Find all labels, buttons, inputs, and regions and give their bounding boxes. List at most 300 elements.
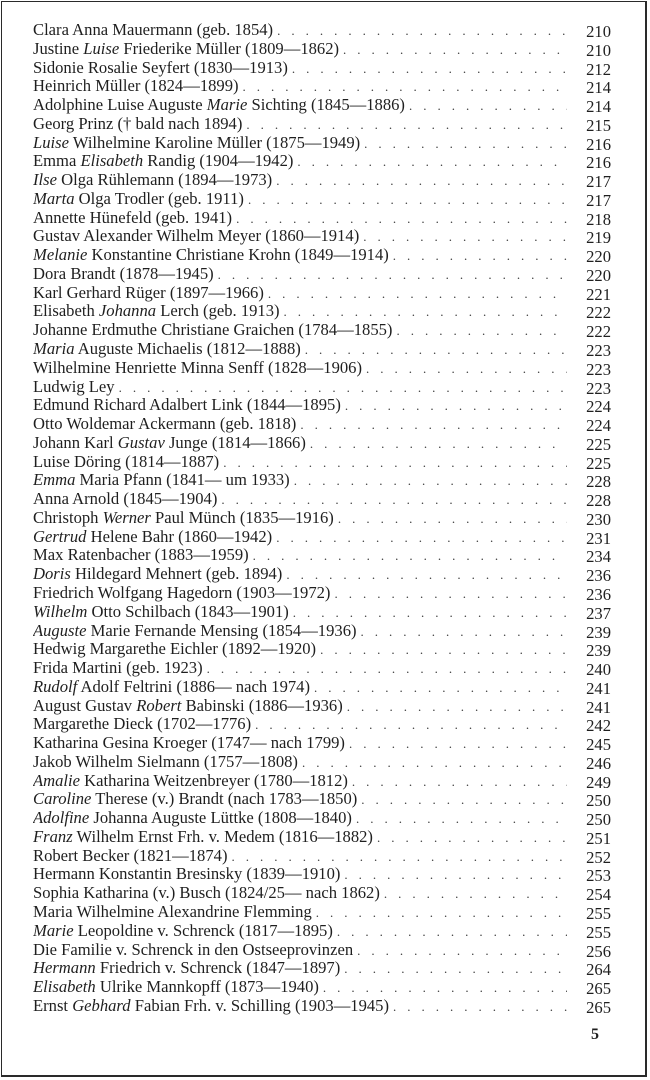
dot-leader bbox=[223, 454, 567, 472]
toc-entry-line bbox=[33, 209, 567, 228]
toc-entry-title bbox=[33, 546, 253, 565]
toc-entry-title-text: Johann Karl bbox=[33, 433, 118, 452]
toc-entry-title-italic: Luise bbox=[33, 133, 69, 152]
toc-entry-title-italic: Doris bbox=[33, 565, 71, 584]
toc-entry-title-text: Robert Becker (1821—1874) bbox=[33, 846, 228, 865]
toc-entry-title-italic: Caroline bbox=[33, 790, 92, 809]
toc-entry-page-number: 236 bbox=[586, 566, 611, 586]
toc-entry-page-number: 216 bbox=[586, 134, 611, 154]
toc-entry bbox=[33, 772, 611, 791]
toc-entry-title-italic: Maria bbox=[33, 340, 75, 359]
toc-entry bbox=[33, 565, 611, 584]
toc-entry-page-number: 214 bbox=[586, 97, 611, 117]
toc-entry bbox=[33, 134, 611, 153]
toc-entry-title bbox=[33, 321, 396, 340]
dot-leader bbox=[286, 566, 567, 584]
toc-entry bbox=[33, 359, 611, 378]
dot-leader bbox=[276, 172, 567, 190]
toc-entry-title-text: Justine bbox=[33, 39, 84, 58]
toc-entry-page-number: 228 bbox=[586, 491, 611, 511]
toc-entry-title-italic: Johanna bbox=[98, 302, 157, 321]
toc-entry-line bbox=[33, 152, 567, 171]
toc-entry-title-text: Otto Woldemar Ackermann (geb. 1818) bbox=[33, 415, 297, 434]
toc-entry-title bbox=[33, 959, 344, 978]
toc-entry-title-text: Ludwig Ley bbox=[33, 377, 115, 396]
toc-entry bbox=[33, 40, 611, 59]
dot-leader bbox=[356, 810, 567, 828]
toc-entry-page-number: 225 bbox=[586, 453, 611, 473]
dot-leader bbox=[236, 210, 567, 228]
toc-entry-line bbox=[33, 171, 567, 190]
toc-entry-line bbox=[33, 790, 567, 809]
toc-entry-line bbox=[33, 284, 567, 303]
toc-entry-page-number: 220 bbox=[586, 265, 611, 285]
toc-entry-page-number: 236 bbox=[586, 584, 611, 604]
toc-entry-title-italic: Ilse bbox=[33, 171, 57, 190]
toc-entry-title-text: Frida Martini (geb. 1923) bbox=[33, 659, 203, 678]
toc-entry-title bbox=[33, 246, 393, 265]
toc-entry-title bbox=[33, 640, 320, 659]
toc-entry-page-number: 228 bbox=[586, 472, 611, 492]
toc-entry-title-text: Babinski (1886—1936) bbox=[181, 696, 343, 715]
dot-leader bbox=[221, 491, 567, 509]
toc-entry-title bbox=[33, 697, 347, 716]
toc-entry-page-number: 255 bbox=[586, 922, 611, 942]
toc-entry-title-text: Wilhelm Ernst Frh. v. Medem (1816—1882) bbox=[72, 827, 373, 846]
toc-entry-page-number: 264 bbox=[586, 960, 611, 980]
toc-entry-title-text: Lerch (geb. 1913) bbox=[156, 302, 280, 321]
toc-entry bbox=[33, 378, 611, 397]
toc-entry-title bbox=[33, 809, 356, 828]
toc-entry-page-number: 217 bbox=[586, 190, 611, 210]
toc-entry-line bbox=[33, 321, 567, 340]
toc-entry-title-text: Jakob Wilhelm Sielmann (1757—1808) bbox=[33, 752, 298, 771]
toc-entry-page-number: 255 bbox=[586, 903, 611, 923]
toc-entry-title-text: Sidonie Rosalie Seyfert (1830—1913) bbox=[33, 58, 288, 77]
toc-entry-title-text: Dora Brandt (1878—1945) bbox=[33, 264, 214, 283]
toc-entry-title bbox=[33, 21, 277, 40]
dot-leader bbox=[243, 78, 567, 96]
toc-entry-title-text: Friedrich v. Schrenck (1847—1897) bbox=[95, 959, 341, 978]
toc-entry-title-text: Otto Schilbach (1843—1901) bbox=[87, 602, 289, 621]
toc-entry-page-number: 222 bbox=[586, 322, 611, 342]
toc-entry-line bbox=[33, 978, 567, 997]
toc-entry-title bbox=[33, 884, 384, 903]
dot-leader bbox=[345, 397, 567, 415]
toc-entry-title-text: Christoph bbox=[33, 508, 103, 527]
toc-entry bbox=[33, 809, 611, 828]
toc-entry-line bbox=[33, 847, 567, 866]
toc-entry-title bbox=[33, 584, 334, 603]
toc-entry-line bbox=[33, 753, 567, 772]
toc-entry bbox=[33, 697, 611, 716]
toc-entry-page-number: 219 bbox=[586, 228, 611, 248]
toc-entry-page-number: 252 bbox=[586, 847, 611, 867]
toc-entry-title bbox=[33, 171, 276, 190]
toc-entry-title bbox=[33, 471, 294, 490]
toc-entry-page-number: 212 bbox=[586, 59, 611, 79]
toc-entry-title bbox=[33, 922, 337, 941]
toc-entry-page-number: 265 bbox=[586, 997, 611, 1017]
toc-entry-line bbox=[33, 396, 567, 415]
toc-entry-title-italic: Franz bbox=[33, 827, 73, 846]
dot-leader bbox=[310, 435, 567, 453]
toc-entry-title-text: Annette Hünefeld (geb. 1941) bbox=[33, 208, 233, 227]
toc-entry-title-text: Helene Bahr (1860—1942) bbox=[86, 527, 273, 546]
toc-entry-title-text: Emma bbox=[33, 152, 81, 171]
toc-entry-line bbox=[33, 922, 567, 941]
dot-leader bbox=[305, 341, 567, 359]
toc-entry-page-number: 223 bbox=[586, 378, 611, 398]
toc-entry-line bbox=[33, 734, 567, 753]
toc-entry-title-text: Marie Fernande Mensing (1854—1936) bbox=[86, 621, 357, 640]
dot-leader bbox=[119, 379, 567, 397]
dot-leader bbox=[361, 791, 567, 809]
dot-leader bbox=[207, 660, 567, 678]
toc-entry-page-number: 239 bbox=[586, 622, 611, 642]
toc-entry-line bbox=[33, 415, 567, 434]
toc-entry-title-text: Edmund Richard Adalbert Link (1844—1895) bbox=[33, 396, 341, 415]
toc-entry-title bbox=[33, 603, 293, 622]
toc-entry-title-text: Sophia Katharina (v.) Busch (1824/25— nach 1862) bbox=[33, 884, 380, 903]
toc-entry-line bbox=[33, 453, 567, 472]
toc-entry bbox=[33, 302, 611, 321]
toc-entry-title-text: August Gustav bbox=[33, 696, 137, 715]
dot-leader bbox=[352, 773, 567, 791]
toc-entry-title bbox=[33, 415, 300, 434]
toc-entry-line bbox=[33, 828, 567, 847]
toc-entry-title bbox=[33, 359, 366, 378]
toc-entry-line bbox=[33, 340, 567, 359]
toc-entry-title-text: Wilhelmine Karoline Müller (1875—1949) bbox=[68, 133, 361, 152]
toc-entry-page-number: 223 bbox=[586, 341, 611, 361]
toc-entry-page-number: 231 bbox=[586, 528, 611, 548]
dot-leader bbox=[255, 716, 567, 734]
toc-entry bbox=[33, 209, 611, 228]
toc-entry bbox=[33, 77, 611, 96]
toc-entry-title bbox=[33, 734, 349, 753]
toc-entry bbox=[33, 171, 611, 190]
toc-entry-title bbox=[33, 978, 323, 997]
toc-entry-title bbox=[33, 865, 344, 884]
toc-entry-title-text: Luise Döring (1814—1887) bbox=[33, 452, 220, 471]
toc-entry-title bbox=[33, 134, 364, 153]
toc-entry-line bbox=[33, 115, 567, 134]
toc-entry-title-text: Hermann Konstantin Bresinsky (1839—1910) bbox=[33, 865, 341, 884]
toc-entry-line bbox=[33, 809, 567, 828]
toc-entry-title-text: Ernst bbox=[33, 996, 73, 1015]
toc-entry bbox=[33, 997, 611, 1016]
toc-entry bbox=[33, 59, 611, 78]
toc-entry-title-text: Anna Arnold (1845—1904) bbox=[33, 490, 218, 509]
toc-entry-title-text: Fabian Frh. v. Schilling (1903—1945) bbox=[130, 996, 389, 1015]
toc-entry-line bbox=[33, 622, 567, 641]
toc-entry-line bbox=[33, 96, 567, 115]
toc-entry-page-number: 250 bbox=[586, 791, 611, 811]
toc-entry-title-italic: Marta bbox=[33, 189, 75, 208]
toc-entry-title bbox=[33, 772, 352, 791]
toc-entry-title-italic: Auguste bbox=[33, 621, 87, 640]
toc-entry-title-italic: Gebhard bbox=[72, 996, 131, 1015]
toc-entry-title bbox=[33, 622, 361, 641]
toc-entry bbox=[33, 528, 611, 547]
toc-entry bbox=[33, 678, 611, 697]
toc-entry-title bbox=[33, 340, 305, 359]
toc-entry bbox=[33, 884, 611, 903]
toc-entry-line bbox=[33, 772, 567, 791]
toc-entry-line bbox=[33, 584, 567, 603]
toc-entry-title-text: Konstantine Christiane Krohn (1849—1914) bbox=[87, 246, 389, 265]
toc-entry bbox=[33, 96, 611, 115]
toc-entry-page-number: 245 bbox=[586, 735, 611, 755]
toc-entry-page-number: 224 bbox=[586, 397, 611, 417]
dot-leader bbox=[347, 698, 567, 716]
toc-entry-page-number: 246 bbox=[586, 753, 611, 773]
toc-entry bbox=[33, 865, 611, 884]
toc-entry-title-text: Wilhelmine Henriette Minna Senff (1828—1906) bbox=[33, 358, 362, 377]
toc-entry-page-number: 242 bbox=[586, 716, 611, 736]
toc-entry-title-italic: Werner bbox=[102, 508, 151, 527]
toc-entry-title-text: Heinrich Müller (1824—1899) bbox=[33, 77, 239, 96]
toc-entry-page-number: 225 bbox=[586, 434, 611, 454]
toc-entry-page-number: 241 bbox=[586, 697, 611, 717]
toc-entry-title-italic: Wilhelm bbox=[33, 602, 88, 621]
toc-entry bbox=[33, 734, 611, 753]
toc-entry bbox=[33, 471, 611, 490]
toc-entry-page-number: 239 bbox=[586, 641, 611, 661]
dot-leader bbox=[297, 153, 567, 171]
toc-entry-line bbox=[33, 865, 567, 884]
dot-leader bbox=[284, 303, 567, 321]
toc-entry bbox=[33, 434, 611, 453]
toc-entry-title bbox=[33, 396, 345, 415]
dot-leader bbox=[268, 285, 567, 303]
toc-entry-page-number: 217 bbox=[586, 172, 611, 192]
toc-entry bbox=[33, 903, 611, 922]
dot-leader bbox=[302, 754, 567, 772]
toc-entry-title-text: Ulrike Mannkopff (1873—1940) bbox=[95, 978, 319, 997]
toc-entry-title bbox=[33, 434, 310, 453]
toc-entry-title bbox=[33, 96, 409, 115]
toc-entry-page-number: 249 bbox=[586, 772, 611, 792]
dot-leader bbox=[384, 885, 567, 903]
toc-entry-line bbox=[33, 246, 567, 265]
dot-leader bbox=[277, 22, 567, 40]
toc-entry bbox=[33, 340, 611, 359]
toc-entry-title bbox=[33, 40, 343, 59]
toc-entry-line bbox=[33, 434, 567, 453]
toc-entry bbox=[33, 584, 611, 603]
page-number-folio: 5 bbox=[591, 1026, 599, 1043]
dot-leader bbox=[344, 866, 567, 884]
toc-entry-line bbox=[33, 227, 567, 246]
toc-entry-title-italic: Marie bbox=[33, 921, 74, 940]
toc-entry-page-number: 221 bbox=[586, 284, 611, 304]
dot-leader bbox=[363, 228, 567, 246]
toc-entry-title-text: Friedrich Wolfgang Hagedorn (1903—1972) bbox=[33, 583, 331, 602]
dot-leader bbox=[323, 979, 567, 997]
toc-entry-title bbox=[33, 115, 246, 134]
toc-entry-title-italic: Hermann bbox=[33, 959, 96, 978]
toc-entry-page-number: 254 bbox=[586, 885, 611, 905]
toc-entry-line bbox=[33, 77, 567, 96]
toc-entry-title bbox=[33, 453, 223, 472]
toc-entry-title-text: Olga Trodler (geb. 1911) bbox=[74, 189, 244, 208]
toc-entry-line bbox=[33, 715, 567, 734]
toc-entry-title bbox=[33, 790, 361, 809]
dot-leader bbox=[344, 960, 567, 978]
toc-entry-title-text: Johanna Auguste Lüttke (1808—1840) bbox=[89, 809, 352, 828]
toc-entry-line bbox=[33, 40, 567, 59]
toc-entry-line bbox=[33, 190, 567, 209]
toc-entry-title bbox=[33, 528, 276, 547]
table-of-contents bbox=[33, 21, 611, 1016]
toc-entry-title bbox=[33, 190, 248, 209]
toc-entry-line bbox=[33, 471, 567, 490]
dot-leader bbox=[366, 360, 567, 378]
toc-entry-page-number: 240 bbox=[586, 660, 611, 680]
toc-entry-line bbox=[33, 565, 567, 584]
toc-entry-title-text: Katharina Gesina Kroeger (1747— nach 1799) bbox=[33, 734, 345, 753]
toc-entry-title-italic: Gertrud bbox=[33, 527, 87, 546]
toc-entry-title-text: Junge (1814—1866) bbox=[164, 433, 306, 452]
toc-entry-title-italic: Elisabeth bbox=[33, 978, 96, 997]
dot-leader bbox=[361, 623, 567, 641]
toc-entry-page-number: 234 bbox=[586, 547, 611, 567]
dot-leader bbox=[246, 116, 567, 134]
toc-entry-title-text: Randig (1904—1942) bbox=[143, 152, 294, 171]
toc-entry-title-text: Leopoldine v. Schrenck (1817—1895) bbox=[73, 921, 333, 940]
toc-entry-page-number: 265 bbox=[586, 979, 611, 999]
dot-leader bbox=[316, 904, 567, 922]
toc-entry-page-number: 237 bbox=[586, 603, 611, 623]
toc-entry-title bbox=[33, 77, 243, 96]
toc-entry-line bbox=[33, 603, 567, 622]
toc-entry-title bbox=[33, 227, 363, 246]
dot-leader bbox=[357, 942, 567, 960]
toc-entry-line bbox=[33, 265, 567, 284]
toc-entry-page-number: 250 bbox=[586, 810, 611, 830]
toc-entry bbox=[33, 790, 611, 809]
toc-entry-page-number: 220 bbox=[586, 247, 611, 267]
toc-entry-title-italic: Adolfine bbox=[33, 809, 90, 828]
toc-entry-title-text: Maria Wilhelmine Alexandrine Flemming bbox=[33, 902, 312, 921]
toc-entry-title-italic: Emma bbox=[33, 471, 76, 490]
toc-entry-page-number: 256 bbox=[586, 941, 611, 961]
toc-entry bbox=[33, 265, 611, 284]
dot-leader bbox=[253, 547, 567, 565]
toc-entry-page-number: 215 bbox=[586, 115, 611, 135]
toc-entry bbox=[33, 246, 611, 265]
toc-entry-title-italic: Elisabeth bbox=[80, 152, 144, 171]
dot-leader bbox=[377, 829, 567, 847]
toc-entry bbox=[33, 603, 611, 622]
toc-entry-title-text: Friederike Müller (1809—1862) bbox=[119, 39, 340, 58]
toc-entry bbox=[33, 227, 611, 246]
toc-entry-title-text: Sichting (1845—1886) bbox=[247, 96, 405, 115]
toc-entry-title bbox=[33, 715, 255, 734]
toc-entry-title-italic: Rudolf bbox=[33, 677, 78, 696]
dot-leader bbox=[248, 191, 567, 209]
dot-leader bbox=[338, 510, 567, 528]
toc-entry-title bbox=[33, 378, 119, 397]
toc-entry bbox=[33, 941, 611, 960]
toc-entry-title bbox=[33, 209, 236, 228]
toc-entry-title bbox=[33, 302, 284, 321]
toc-entry bbox=[33, 828, 611, 847]
toc-entry bbox=[33, 978, 611, 997]
toc-entry bbox=[33, 453, 611, 472]
toc-entry-title-text: Olga Rühlemann (1894—1973) bbox=[56, 171, 273, 190]
toc-entry-line bbox=[33, 59, 567, 78]
toc-entry-line bbox=[33, 659, 567, 678]
toc-entry bbox=[33, 622, 611, 641]
toc-entry-title-italic: Marie bbox=[206, 96, 248, 115]
dot-leader bbox=[334, 585, 567, 603]
toc-entry-title-text: Max Ratenbacher (1883—1959) bbox=[33, 546, 249, 565]
dot-leader bbox=[409, 97, 567, 115]
toc-entry-title-text: Margarethe Dieck (1702—1776) bbox=[33, 715, 252, 734]
dot-leader bbox=[393, 247, 567, 265]
toc-entry-title-text: Hildegard Mehnert (geb. 1894) bbox=[70, 565, 283, 584]
toc-entry-title bbox=[33, 284, 268, 303]
toc-entry-page-number: 218 bbox=[586, 209, 611, 229]
toc-entry-page-number: 251 bbox=[586, 828, 611, 848]
toc-entry-line bbox=[33, 134, 567, 153]
dot-leader bbox=[320, 641, 567, 659]
toc-entry-line bbox=[33, 697, 567, 716]
toc-entry bbox=[33, 321, 611, 340]
toc-entry-title-text: Adolf Feltrini (1886— nach 1974) bbox=[77, 677, 310, 696]
toc-entry bbox=[33, 152, 611, 171]
dot-leader bbox=[292, 60, 567, 78]
toc-entry-line bbox=[33, 528, 567, 547]
toc-entry-title-text: Hedwig Margarethe Eichler (1892—1920) bbox=[33, 640, 317, 659]
toc-entry-title bbox=[33, 490, 221, 509]
toc-entry-page-number: 222 bbox=[586, 303, 611, 323]
toc-entry bbox=[33, 959, 611, 978]
toc-entry-line bbox=[33, 959, 567, 978]
toc-entry-line bbox=[33, 490, 567, 509]
toc-entry-title bbox=[33, 753, 302, 772]
toc-entry-page-number: 224 bbox=[586, 416, 611, 436]
dot-leader bbox=[314, 679, 567, 697]
toc-entry-title bbox=[33, 265, 218, 284]
toc-entry-title bbox=[33, 565, 286, 584]
toc-entry-title-text: Elisabeth bbox=[33, 302, 99, 321]
toc-entry bbox=[33, 284, 611, 303]
toc-entry-title-text: Clara Anna Mauermann (geb. 1854) bbox=[33, 21, 274, 39]
toc-entry-title-italic: Luise bbox=[83, 39, 120, 58]
dot-leader bbox=[349, 735, 567, 753]
toc-entry-page-number: 241 bbox=[586, 678, 611, 698]
toc-entry bbox=[33, 640, 611, 659]
toc-entry bbox=[33, 509, 611, 528]
toc-entry-title bbox=[33, 903, 316, 922]
toc-entry-title-text: Maria Pfann (1841— um 1933) bbox=[75, 471, 290, 490]
dot-leader bbox=[231, 848, 567, 866]
toc-entry-title-text: Adolphine Luise Auguste bbox=[33, 96, 207, 115]
toc-entry-title-text: Paul Münch (1835—1916) bbox=[150, 508, 334, 527]
dot-leader bbox=[293, 604, 567, 622]
toc-entry-line bbox=[33, 903, 567, 922]
toc-entry bbox=[33, 715, 611, 734]
toc-entry bbox=[33, 847, 611, 866]
toc-entry-title-italic: Gustav bbox=[117, 433, 165, 452]
toc-entry-title-text: Gustav Alexander Wilhelm Meyer (1860—1914) bbox=[33, 227, 360, 246]
toc-entry-page-number: 253 bbox=[586, 866, 611, 886]
toc-entry-line bbox=[33, 378, 567, 397]
